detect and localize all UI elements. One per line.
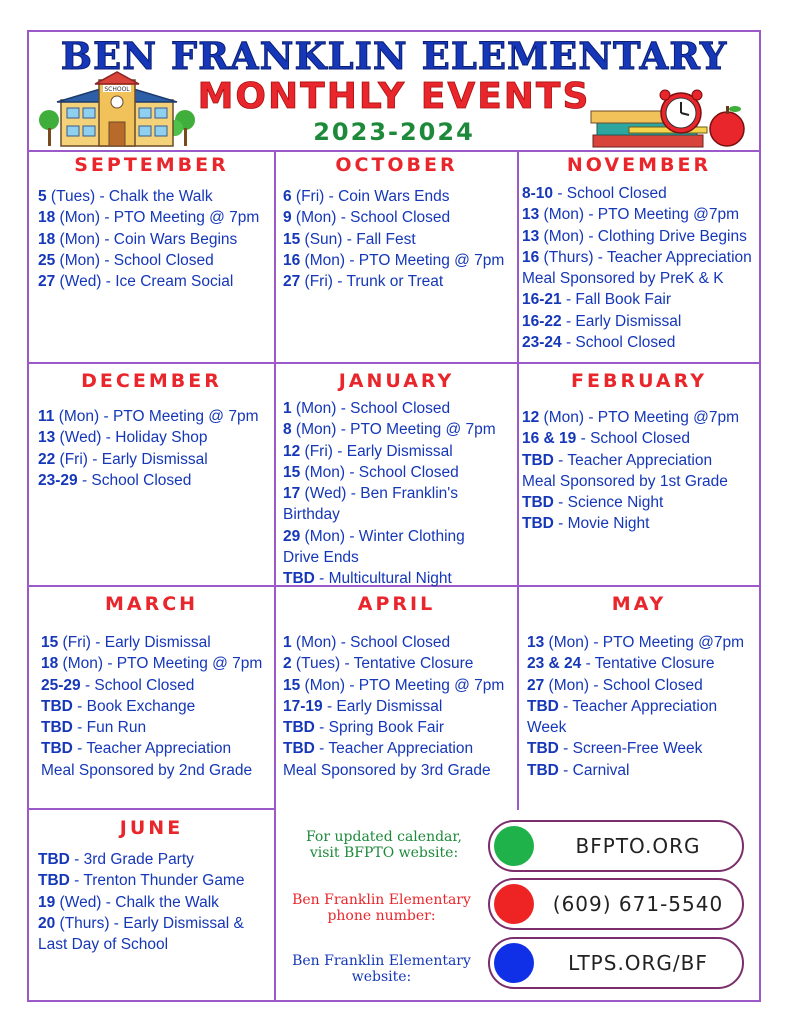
event-date: TBD bbox=[527, 761, 559, 779]
event-item bbox=[522, 226, 752, 247]
event-date: 5 bbox=[38, 188, 47, 205]
event-item bbox=[522, 268, 752, 289]
event-description: - School Closed bbox=[80, 676, 195, 694]
event-description: - Trenton Thunder Game bbox=[69, 872, 245, 890]
event-description: (Mon) - PTO Meeting @ 7pm bbox=[300, 251, 505, 269]
event-date: 12 bbox=[283, 442, 301, 460]
event-description: - Teacher Appreciation bbox=[553, 451, 713, 469]
event-date: 2 bbox=[283, 655, 292, 673]
event-item bbox=[283, 526, 496, 547]
june-events bbox=[38, 849, 244, 955]
event-description: (Mon) - PTO Meeting @ 7pm bbox=[55, 209, 260, 227]
phone-number-label bbox=[280, 892, 483, 924]
event-description: - Teacher Appreciation bbox=[314, 740, 474, 758]
event-date: 1 bbox=[283, 634, 292, 651]
event-item bbox=[38, 870, 244, 891]
event-item bbox=[522, 428, 739, 449]
event-description: (Mon) - School Closed bbox=[291, 400, 451, 417]
event-item bbox=[38, 229, 259, 250]
event-item bbox=[38, 470, 258, 491]
event-item bbox=[38, 250, 259, 271]
event-description: (Mon) - PTO Meeting @ 7pm bbox=[54, 408, 259, 425]
event-date: TBD bbox=[283, 719, 315, 737]
month-heading-may: MAY bbox=[611, 593, 667, 615]
header bbox=[29, 32, 759, 152]
event-item bbox=[522, 183, 752, 204]
grid-line bbox=[517, 150, 519, 810]
school-website-label bbox=[280, 953, 483, 985]
month-heading-november: NOVEMBER bbox=[566, 154, 712, 176]
event-item bbox=[283, 760, 504, 781]
event-item bbox=[527, 760, 744, 781]
event-date: 15 bbox=[283, 230, 301, 248]
october-events bbox=[283, 186, 504, 292]
event-description: (Sun) - Fall Fest bbox=[300, 230, 416, 248]
label-line: visit BFPTO website: bbox=[309, 845, 459, 861]
month-heading-december: DECEMBER bbox=[81, 370, 222, 392]
february-events bbox=[522, 407, 739, 535]
bfpto-website-link[interactable] bbox=[488, 820, 744, 872]
event-item bbox=[283, 717, 504, 738]
event-description: - Tentative Closure bbox=[581, 655, 715, 673]
event-description: (Mon) - School Closed bbox=[55, 251, 214, 269]
event-description: - School Closed bbox=[576, 430, 691, 448]
event-date: 16 bbox=[522, 248, 540, 266]
event-item bbox=[522, 289, 752, 310]
event-item bbox=[41, 675, 262, 696]
event-description: - Multicultural Night bbox=[314, 570, 452, 588]
event-item bbox=[38, 186, 259, 207]
event-item bbox=[522, 450, 739, 471]
school-website-link[interactable] bbox=[488, 937, 744, 989]
page-title: MONTHLY EVENTS bbox=[197, 76, 591, 117]
phone-number-link[interactable] bbox=[488, 878, 744, 930]
event-date: 16-22 bbox=[522, 312, 562, 330]
event-description: - Fun Run bbox=[72, 719, 147, 737]
event-description: (Mon) - PTO Meeting @7pm bbox=[544, 634, 745, 651]
event-date: 12 bbox=[522, 409, 540, 426]
label-line: Ben Franklin Elementary bbox=[292, 892, 471, 908]
event-date: 13 bbox=[522, 227, 540, 245]
event-date: TBD bbox=[522, 515, 554, 533]
event-item bbox=[522, 492, 739, 513]
event-date: 25 bbox=[38, 251, 56, 269]
march-events bbox=[41, 632, 262, 781]
event-description: (Mon) - School Closed bbox=[291, 209, 451, 227]
event-description: (Thurs) - Teacher Appreciation bbox=[539, 248, 752, 266]
event-item bbox=[283, 229, 504, 250]
event-description: Week bbox=[527, 719, 567, 737]
event-description: - Book Exchange bbox=[72, 697, 196, 715]
school-name: BEN FRANKLIN ELEMENTARY bbox=[60, 34, 728, 78]
event-item bbox=[283, 250, 504, 271]
event-date: 16-21 bbox=[522, 291, 562, 309]
event-date: 13 bbox=[527, 634, 545, 651]
event-item bbox=[522, 204, 752, 225]
event-date: 17-19 bbox=[283, 697, 323, 715]
event-item bbox=[283, 653, 504, 674]
bfpto-website-text: BFPTO.ORG bbox=[575, 834, 701, 858]
event-date: TBD bbox=[527, 740, 559, 758]
event-date: 29 bbox=[283, 527, 301, 545]
event-date: 8-10 bbox=[522, 185, 554, 202]
month-heading-february: FEBRUARY bbox=[571, 370, 707, 392]
school-year: 2023-2024 bbox=[313, 118, 475, 146]
event-date: 18 bbox=[38, 209, 56, 227]
event-description: - 3rd Grade Party bbox=[69, 851, 194, 868]
april-events bbox=[283, 632, 504, 781]
event-description: Drive Ends bbox=[283, 549, 359, 567]
event-date: 17 bbox=[283, 485, 301, 503]
event-description: (Mon) - Winter Clothing bbox=[300, 527, 465, 545]
event-item bbox=[38, 449, 258, 470]
event-description: - Carnival bbox=[558, 761, 630, 779]
event-date: TBD bbox=[527, 697, 559, 715]
event-date: TBD bbox=[283, 740, 315, 758]
event-description: - Teacher Appreciation bbox=[558, 697, 718, 715]
event-description: (Mon) - School Closed bbox=[291, 634, 451, 651]
event-description: (Wed) - Holiday Shop bbox=[55, 429, 208, 447]
event-item bbox=[41, 696, 262, 717]
event-item bbox=[41, 760, 262, 781]
event-date: 25-29 bbox=[41, 676, 81, 694]
school-website-text: LTPS.ORG/BF bbox=[568, 951, 708, 975]
event-item bbox=[283, 419, 496, 440]
event-item bbox=[283, 632, 504, 653]
event-description: - Movie Night bbox=[553, 515, 650, 533]
event-date: TBD bbox=[522, 451, 554, 469]
event-description: (Fri) - Coin Wars Ends bbox=[291, 188, 450, 205]
event-item bbox=[283, 738, 504, 759]
green-circle-icon bbox=[494, 826, 534, 866]
label-line: For updated calendar, bbox=[305, 829, 462, 845]
event-item bbox=[283, 568, 496, 589]
event-description: (Fri) - Early Dismissal bbox=[300, 442, 453, 460]
january-events bbox=[283, 398, 496, 590]
event-item bbox=[38, 849, 244, 870]
event-item bbox=[283, 675, 504, 696]
event-date: 19 bbox=[38, 893, 56, 911]
event-item bbox=[283, 504, 496, 525]
event-item bbox=[522, 332, 752, 353]
event-date: 27 bbox=[527, 676, 545, 694]
event-item bbox=[38, 207, 259, 228]
event-date: 27 bbox=[38, 273, 56, 291]
event-description: (Fri) - Early Dismissal bbox=[58, 634, 211, 651]
label-line: Ben Franklin Elementary bbox=[292, 953, 471, 969]
grid-line bbox=[29, 808, 274, 810]
event-date: 18 bbox=[38, 230, 56, 248]
event-item bbox=[38, 934, 244, 955]
event-date: 18 bbox=[41, 655, 59, 673]
event-description: (Tues) - Chalk the Walk bbox=[46, 188, 213, 205]
event-date: 8 bbox=[283, 421, 292, 439]
event-description: Meal Sponsored by 3rd Grade bbox=[283, 761, 491, 779]
event-item bbox=[527, 717, 744, 738]
event-description: - Spring Book Fair bbox=[314, 719, 445, 737]
event-item bbox=[283, 441, 496, 462]
event-description: (Mon) - PTO Meeting @7pm bbox=[539, 409, 740, 426]
event-date: 22 bbox=[38, 450, 56, 468]
event-item bbox=[283, 462, 496, 483]
event-item bbox=[283, 271, 504, 292]
event-date: 23-24 bbox=[522, 334, 562, 352]
event-item bbox=[38, 913, 244, 934]
event-item bbox=[527, 696, 744, 717]
event-item bbox=[41, 738, 262, 759]
event-description: (Mon) - PTO Meeting @ 7pm bbox=[58, 655, 263, 673]
event-date: 15 bbox=[283, 676, 301, 694]
event-item bbox=[41, 653, 262, 674]
event-date: 6 bbox=[283, 188, 292, 205]
month-heading-january: JANUARY bbox=[338, 370, 455, 392]
event-description: - Screen-Free Week bbox=[558, 740, 703, 758]
event-description: (Mon) - School Closed bbox=[544, 676, 703, 694]
event-item bbox=[527, 653, 744, 674]
phone-number-text: (609) 671-5540 bbox=[552, 892, 724, 916]
event-description: - School Closed bbox=[77, 471, 192, 489]
blue-circle-icon bbox=[494, 943, 534, 983]
event-item bbox=[283, 547, 496, 568]
event-item bbox=[41, 632, 262, 653]
event-description: - Teacher Appreciation bbox=[72, 740, 232, 758]
event-description: Meal Sponsored by 2nd Grade bbox=[41, 761, 253, 779]
event-description: - Early Dismissal bbox=[561, 312, 682, 330]
event-item bbox=[527, 632, 744, 653]
event-description: - School Closed bbox=[553, 185, 667, 202]
event-description: Last Day of School bbox=[38, 936, 169, 954]
label-line: website: bbox=[351, 969, 412, 985]
month-heading-october: OCTOBER bbox=[335, 154, 458, 176]
event-description: - School Closed bbox=[561, 334, 676, 352]
event-description: (Mon) - Coin Wars Begins bbox=[55, 230, 238, 248]
event-description: (Mon) - PTO Meeting @ 7pm bbox=[300, 676, 505, 694]
event-description: (Wed) - Ice Cream Social bbox=[55, 273, 234, 291]
event-item bbox=[283, 483, 496, 504]
event-item bbox=[522, 513, 739, 534]
event-description: Meal Sponsored by 1st Grade bbox=[522, 472, 728, 490]
event-item bbox=[522, 407, 739, 428]
event-date: TBD bbox=[283, 570, 315, 588]
event-date: 13 bbox=[522, 206, 540, 224]
event-item bbox=[283, 696, 504, 717]
december-events bbox=[38, 406, 258, 491]
calendar-website-label bbox=[285, 829, 483, 861]
grid-line bbox=[29, 150, 759, 152]
event-item bbox=[522, 311, 752, 332]
event-description: (Fri) - Early Dismissal bbox=[55, 450, 208, 468]
september-events bbox=[38, 186, 259, 292]
event-date: TBD bbox=[522, 494, 554, 512]
month-heading-september: SEPTEMBER bbox=[74, 154, 229, 176]
school-sign-text: SCHOOL bbox=[104, 86, 130, 93]
event-item bbox=[527, 738, 744, 759]
event-description: (Wed) - Chalk the Walk bbox=[55, 893, 219, 911]
event-item bbox=[41, 717, 262, 738]
event-description: (Mon) - School Closed bbox=[300, 463, 459, 481]
label-line: phone number: bbox=[327, 908, 436, 924]
event-item bbox=[38, 892, 244, 913]
event-date: TBD bbox=[38, 872, 70, 890]
november-events bbox=[522, 183, 752, 353]
event-item bbox=[283, 207, 504, 228]
event-description: (Tues) - Tentative Closure bbox=[291, 655, 474, 673]
event-description: (Wed) - Ben Franklin's bbox=[300, 485, 458, 503]
event-date: 15 bbox=[41, 634, 59, 651]
event-description: (Thurs) - Early Dismissal & bbox=[55, 914, 244, 932]
event-item bbox=[283, 398, 496, 419]
month-heading-march: MARCH bbox=[104, 593, 199, 615]
event-description: (Mon) - PTO Meeting @7pm bbox=[539, 206, 740, 224]
event-item bbox=[527, 675, 744, 696]
event-description: - Fall Book Fair bbox=[561, 291, 672, 309]
event-description: - Science Night bbox=[553, 494, 664, 512]
event-date: 16 & 19 bbox=[522, 430, 577, 448]
event-date: 1 bbox=[283, 400, 292, 417]
event-item bbox=[283, 186, 504, 207]
event-description: - Early Dismissal bbox=[322, 697, 443, 715]
event-item bbox=[522, 247, 752, 268]
event-date: TBD bbox=[38, 851, 70, 868]
event-description: (Mon) - PTO Meeting @ 7pm bbox=[291, 421, 496, 439]
red-circle-icon bbox=[494, 884, 534, 924]
event-item bbox=[38, 427, 258, 448]
event-date: 16 bbox=[283, 251, 301, 269]
event-date: 13 bbox=[38, 429, 56, 447]
event-date: 23 & 24 bbox=[527, 655, 582, 673]
event-date: TBD bbox=[41, 719, 73, 737]
event-date: TBD bbox=[41, 740, 73, 758]
event-date: 27 bbox=[283, 273, 301, 291]
month-heading-june: JUNE bbox=[119, 817, 184, 839]
event-item bbox=[38, 406, 258, 427]
event-item bbox=[522, 471, 739, 492]
event-date: 11 bbox=[38, 408, 55, 425]
event-date: 23-29 bbox=[38, 471, 78, 489]
event-description: (Mon) - Clothing Drive Begins bbox=[539, 227, 747, 245]
event-date: 15 bbox=[283, 463, 301, 481]
event-description: (Fri) - Trunk or Treat bbox=[300, 273, 444, 291]
event-date: 9 bbox=[283, 209, 292, 227]
event-date: 20 bbox=[38, 914, 56, 932]
month-heading-april: APRIL bbox=[357, 593, 436, 615]
event-description: Meal Sponsored by PreK & K bbox=[522, 270, 724, 288]
may-events bbox=[527, 632, 744, 781]
event-date: TBD bbox=[41, 697, 73, 715]
event-item bbox=[38, 271, 259, 292]
grid-line bbox=[29, 362, 759, 364]
grid-line bbox=[274, 150, 276, 1000]
event-description: Birthday bbox=[283, 506, 340, 524]
books-clock-apple-icon bbox=[589, 87, 749, 152]
